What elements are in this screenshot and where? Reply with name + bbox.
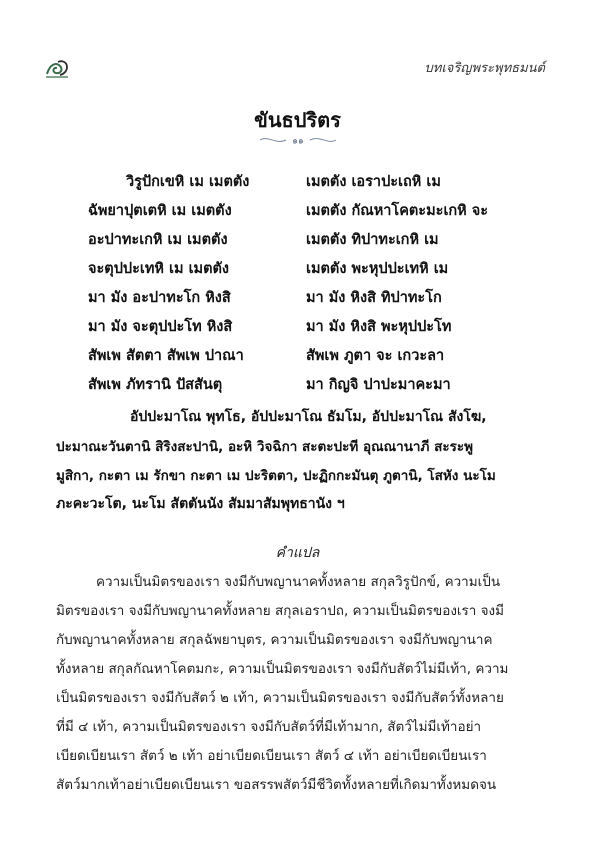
translation-line: ที่มี ๔ เท้า, ความเป็นมิตรของเรา จงมีกับสัตว์ที่มีเท้ามาก, สัตว์ไม่มีเท้าอย่า (56, 719, 482, 735)
verse-left: อะปาทะเกหิ เม เมตตัง (88, 232, 228, 248)
verse-right: มา มัง หิงสิ ทิปาทะโก (306, 290, 442, 306)
translation-line: เป็นมิตรของเรา จงมีกับสัตว์ ๒ เท้า, ความเป็นมิตรของเรา จงมีกับสัตว์ทั้งหลาย (56, 690, 504, 706)
verse-right: มา มัง หิงสิ พะหุปปะโท (306, 319, 452, 335)
translation-line: มิตรของเรา จงมีกับพญานาคทั้งหลาย สกุลเอราปถ, ความเป็นมิตรของเรา จงมี (56, 603, 505, 619)
verse-left: วิรูปักเขหิ เม เมตตัง (126, 174, 250, 190)
verse-right: เมตตัง เอราปะเถหิ เม (306, 174, 441, 190)
pali-paragraph-line: ภะคะวะโต, นะโม สัตตันนัง สัมมาสัมพุทธานัง ฯ (56, 496, 345, 512)
pali-paragraph-line: มูสิกา, กะตา เม รักขา กะตา เม ปะริตตา, ปะฏิกกะมันตุ ภูตานิ, โสหัง นะโม (56, 468, 496, 484)
translation-line: เบียดเบียนเรา สัตว์ ๒ เท้า อย่าเบียดเบียนเรา สัตว์ ๔ เท้า อย่าเบียดเบียนเรา (56, 748, 487, 764)
verse-left: สัพเพ ภัทรานิ ปัสสันตุ (88, 377, 223, 393)
pali-paragraph-line: อัปปะมาโณ พุทโธ, อัปปะมาโณ ธัมโม, อัปปะมาโณ สังโฆ, (130, 409, 487, 425)
verse-left: ฉัพยาปุตเตหิ เม เมตตัง (88, 203, 232, 219)
translation-line: กับพญานาคทั้งหลาย สกุลฉัพยาบุตร, ความเป็นมิตรของเรา จงมีกับพญานาค (56, 632, 493, 648)
verse-left: จะตุปปะเทหิ เม เมตตัง (88, 261, 230, 277)
verse-left: มา มัง อะปาทะโก หิงสิ (88, 290, 231, 306)
verse-right: เมตตัง ทิปาทะเกหิ เม (306, 232, 439, 248)
translation-line: สัตว์มากเท้าอย่าเบียดเบียนเรา ขอสรรพสัตว์มีชีวิตทั้งหลายที่เกิดมาทั้งหมดจน (56, 777, 497, 793)
verse-right: สัพเพ ภูตา จะ เกวะลา (306, 348, 445, 364)
translation-line: ความเป็นมิตรของเรา จงมีกับพญานาคทั้งหลาย สกุลวิรูปักข์, ความเป็น (96, 574, 501, 590)
verse-left: สัพเพ สัตตา สัพเพ ปาณา (88, 348, 244, 364)
running-header: บทเจริญพระพุทธมนต์ (424, 61, 545, 76)
translation-line: ทั้งหลาย สกุลกัณหาโคตมกะ, ความเป็นมิตรของเรา จงมีกับสัตว์ไม่มีเท้า, ความ (56, 661, 509, 677)
verse-left: มา มัง จะตุปปะโท หิงสิ (88, 319, 233, 335)
page-title: ขันธปริตร (254, 108, 341, 132)
translation-heading: คำแปล (275, 545, 320, 561)
ornament-numeral: ๑๑ (292, 136, 304, 146)
verse-right: เมตตัง กัณหาโคตะมะเกหิ จะ (306, 203, 489, 219)
verse-right: เมตตัง พะหุปปะเทหิ เม (306, 261, 449, 277)
verse-right: มา กิญจิ ปาปะมาคะมา (306, 377, 451, 393)
pali-paragraph-line: ปะมาณะวันตานิ สิริงสะปานิ, อะหิ วิจฉิกา สะตะปะที อุณณานาภี สะระพู (56, 439, 474, 455)
